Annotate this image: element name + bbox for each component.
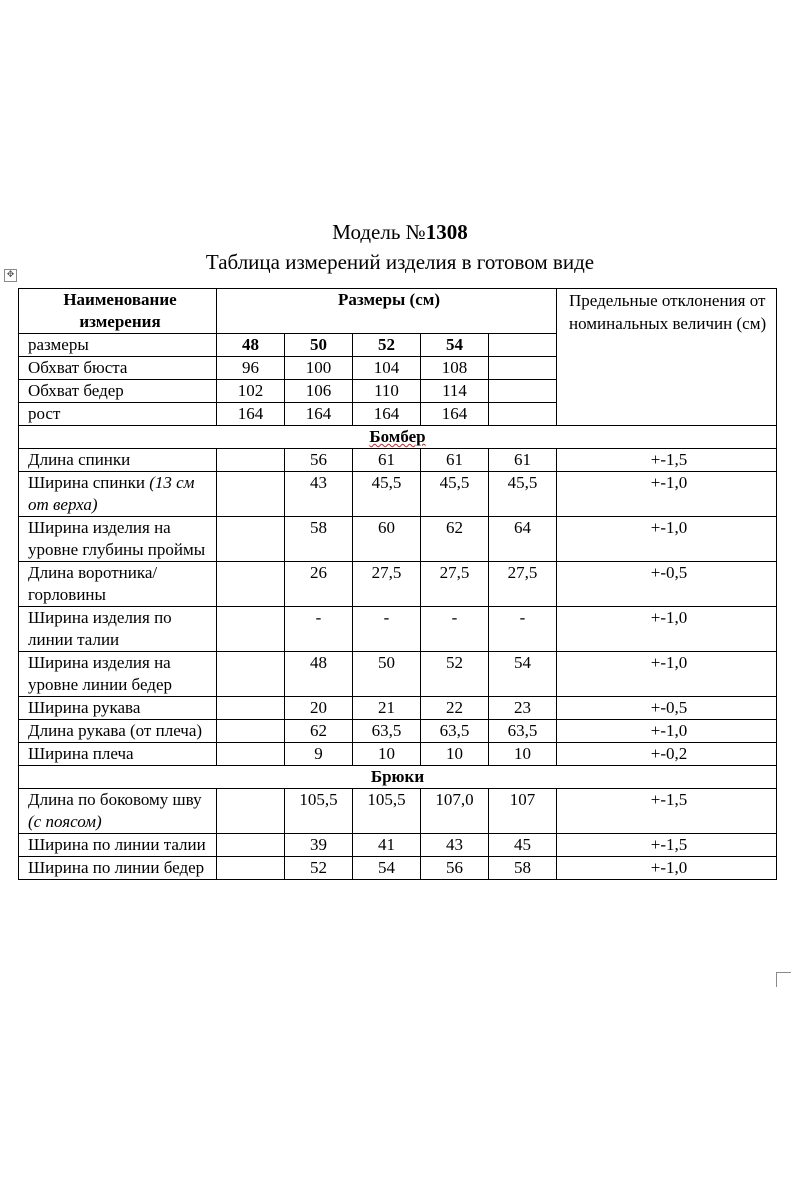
empty-cell bbox=[217, 743, 285, 766]
measurement-name-cell bbox=[19, 562, 217, 607]
measurement-name-cell bbox=[19, 743, 217, 766]
measurement-name: Ширина по линии бедер bbox=[28, 858, 205, 877]
empty-cell bbox=[217, 472, 285, 517]
section-title-cell bbox=[19, 426, 777, 449]
value-cell: - bbox=[353, 607, 421, 652]
value-cell: 20 bbox=[285, 697, 353, 720]
measurement-name-cell bbox=[19, 472, 217, 517]
value-cell: 62 bbox=[421, 517, 489, 562]
measurement-row bbox=[19, 517, 777, 562]
value-cell: 54 bbox=[489, 652, 557, 697]
value-cell: 61 bbox=[421, 449, 489, 472]
value-cell: 56 bbox=[285, 449, 353, 472]
measurement-row bbox=[19, 743, 777, 766]
empty-cell bbox=[217, 697, 285, 720]
value-cell: 52 bbox=[421, 652, 489, 697]
measurement-name-cell bbox=[19, 857, 217, 880]
tolerance-cell: +-1,0 bbox=[557, 517, 777, 562]
measurement-row bbox=[19, 562, 777, 607]
value-cell: 107 bbox=[489, 789, 557, 834]
value-cell: 50 bbox=[353, 652, 421, 697]
value-cell: 48 bbox=[285, 652, 353, 697]
measurement-row bbox=[19, 834, 777, 857]
value-cell: 107,0 bbox=[421, 789, 489, 834]
value-cell: 164 bbox=[421, 403, 489, 426]
size-header: 54 bbox=[421, 334, 489, 357]
empty-cell bbox=[217, 607, 285, 652]
table-subtitle: Таблица измерений изделия в готовом виде bbox=[205, 250, 595, 274]
value-cell: 45,5 bbox=[489, 472, 557, 517]
value-cell: 106 bbox=[285, 380, 353, 403]
empty-cell bbox=[217, 562, 285, 607]
value-cell: 164 bbox=[353, 403, 421, 426]
value-cell: 164 bbox=[285, 403, 353, 426]
table-resize-handle[interactable] bbox=[776, 972, 791, 987]
tolerance-cell: +-1,5 bbox=[557, 789, 777, 834]
measurement-note: (с поясом) bbox=[28, 812, 102, 831]
value-cell: 61 bbox=[353, 449, 421, 472]
section-row bbox=[19, 426, 777, 449]
tolerance-cell: +-0,2 bbox=[557, 743, 777, 766]
measurement-row bbox=[19, 720, 777, 743]
value-cell: - bbox=[489, 607, 557, 652]
value-cell: 63,5 bbox=[489, 720, 557, 743]
value-cell: 27,5 bbox=[421, 562, 489, 607]
measurement-name: Ширина изделия на уровне глубины проймы bbox=[28, 518, 206, 559]
value-cell: 10 bbox=[421, 743, 489, 766]
value-cell: 102 bbox=[217, 380, 285, 403]
tolerance-cell: +-1,0 bbox=[557, 720, 777, 743]
measurement-table bbox=[18, 288, 777, 880]
measurement-name: Длина рукава (от плеча) bbox=[28, 721, 203, 740]
value-cell: 45,5 bbox=[353, 472, 421, 517]
header-name-cell: Наименование измерения bbox=[19, 289, 217, 334]
size-header: 50 bbox=[285, 334, 353, 357]
value-cell: 54 bbox=[353, 857, 421, 880]
value-cell: - bbox=[421, 607, 489, 652]
section-title: Брюки bbox=[370, 767, 425, 786]
empty-cell bbox=[217, 449, 285, 472]
measurement-name-cell bbox=[19, 607, 217, 652]
value-cell: 52 bbox=[285, 857, 353, 880]
value-cell: 104 bbox=[353, 357, 421, 380]
value-cell: 58 bbox=[489, 857, 557, 880]
empty-cell bbox=[217, 720, 285, 743]
measurement-name-cell bbox=[19, 834, 217, 857]
measurement-name: Ширина изделия на уровне линии бедер bbox=[28, 653, 172, 694]
empty-cell bbox=[489, 357, 557, 380]
tolerance-cell: +-1,5 bbox=[557, 449, 777, 472]
value-cell: 96 bbox=[217, 357, 285, 380]
measurement-row bbox=[19, 449, 777, 472]
value-cell: 39 bbox=[285, 834, 353, 857]
value-cell: 9 bbox=[285, 743, 353, 766]
model-number: 1308 bbox=[425, 220, 468, 244]
value-cell: 21 bbox=[353, 697, 421, 720]
measurement-name-cell bbox=[19, 449, 217, 472]
value-cell: 22 bbox=[421, 697, 489, 720]
measurement-name: Ширина плеча bbox=[28, 744, 134, 763]
value-cell: - bbox=[285, 607, 353, 652]
tolerance-cell: +-1,0 bbox=[557, 652, 777, 697]
value-cell: 58 bbox=[285, 517, 353, 562]
empty-cell bbox=[217, 834, 285, 857]
value-cell: 105,5 bbox=[353, 789, 421, 834]
model-title bbox=[0, 218, 800, 246]
value-cell: 64 bbox=[489, 517, 557, 562]
value-cell: 108 bbox=[421, 357, 489, 380]
value-cell: 105,5 bbox=[285, 789, 353, 834]
section-title-cell bbox=[19, 766, 777, 789]
tolerance-cell: +-1,5 bbox=[557, 834, 777, 857]
measurement-name: Длина по боковому шву bbox=[28, 790, 202, 809]
empty-cell bbox=[489, 334, 557, 357]
value-cell: 63,5 bbox=[421, 720, 489, 743]
size-row-label: размеры bbox=[19, 334, 217, 357]
value-cell: 63,5 bbox=[353, 720, 421, 743]
measurement-row bbox=[19, 857, 777, 880]
measurement-name: Длина спинки bbox=[28, 450, 131, 469]
empty-cell bbox=[489, 380, 557, 403]
table-move-handle-icon[interactable]: ✥ bbox=[4, 269, 17, 282]
value-cell: 10 bbox=[489, 743, 557, 766]
tolerance-cell: +-0,5 bbox=[557, 562, 777, 607]
measurement-name: Ширина изделия по линии талии bbox=[28, 608, 172, 649]
empty-cell bbox=[489, 403, 557, 426]
measurement-name: Обхват бедер bbox=[19, 380, 217, 403]
measurement-name-cell bbox=[19, 720, 217, 743]
measurement-name: рост bbox=[19, 403, 217, 426]
empty-cell bbox=[217, 652, 285, 697]
empty-cell bbox=[217, 789, 285, 834]
tolerance-cell: +-1,0 bbox=[557, 607, 777, 652]
measurement-name-cell bbox=[19, 789, 217, 834]
tolerance-cell: +-1,0 bbox=[557, 472, 777, 517]
measurement-name-cell bbox=[19, 517, 217, 562]
value-cell: 41 bbox=[353, 834, 421, 857]
value-cell: 26 bbox=[285, 562, 353, 607]
value-cell: 43 bbox=[421, 834, 489, 857]
measurement-row bbox=[19, 697, 777, 720]
size-header: 52 bbox=[353, 334, 421, 357]
measurement-row bbox=[19, 789, 777, 834]
section-title: Бомбер bbox=[369, 427, 426, 446]
measurement-name: Ширина рукава bbox=[28, 698, 141, 717]
value-cell: 61 bbox=[489, 449, 557, 472]
value-cell: 10 bbox=[353, 743, 421, 766]
section-row bbox=[19, 766, 777, 789]
size-header: 48 bbox=[217, 334, 285, 357]
tolerance-cell: +-1,0 bbox=[557, 857, 777, 880]
measurement-row bbox=[19, 607, 777, 652]
value-cell: 45,5 bbox=[421, 472, 489, 517]
measurement-row bbox=[19, 652, 777, 697]
value-cell: 43 bbox=[285, 472, 353, 517]
header-row bbox=[19, 289, 777, 334]
value-cell: 27,5 bbox=[353, 562, 421, 607]
measurement-name-cell bbox=[19, 697, 217, 720]
value-cell: 62 bbox=[285, 720, 353, 743]
measurement-name: Ширина спинки bbox=[28, 473, 145, 492]
value-cell: 45 bbox=[489, 834, 557, 857]
value-cell: 56 bbox=[421, 857, 489, 880]
header-sizes-cell: Размеры (см) bbox=[217, 289, 557, 334]
value-cell: 114 bbox=[421, 380, 489, 403]
empty-cell bbox=[217, 857, 285, 880]
document-title bbox=[0, 218, 800, 276]
model-prefix: Модель № bbox=[332, 220, 426, 244]
measurement-name: Ширина по линии талии bbox=[28, 835, 206, 854]
value-cell: 60 bbox=[353, 517, 421, 562]
measurement-name-cell bbox=[19, 652, 217, 697]
value-cell: 23 bbox=[489, 697, 557, 720]
value-cell: 27,5 bbox=[489, 562, 557, 607]
header-tolerance-cell: Предельные отклонения от номинальных величин (см) bbox=[557, 289, 777, 426]
empty-cell bbox=[217, 517, 285, 562]
value-cell: 164 bbox=[217, 403, 285, 426]
measurement-row bbox=[19, 472, 777, 517]
measurement-note: (13 см от верха) bbox=[28, 473, 195, 514]
measurement-name: Обхват бюста bbox=[19, 357, 217, 380]
measurement-name: Длина воротника/горловины bbox=[28, 563, 158, 604]
value-cell: 100 bbox=[285, 357, 353, 380]
value-cell: 110 bbox=[353, 380, 421, 403]
tolerance-cell: +-0,5 bbox=[557, 697, 777, 720]
